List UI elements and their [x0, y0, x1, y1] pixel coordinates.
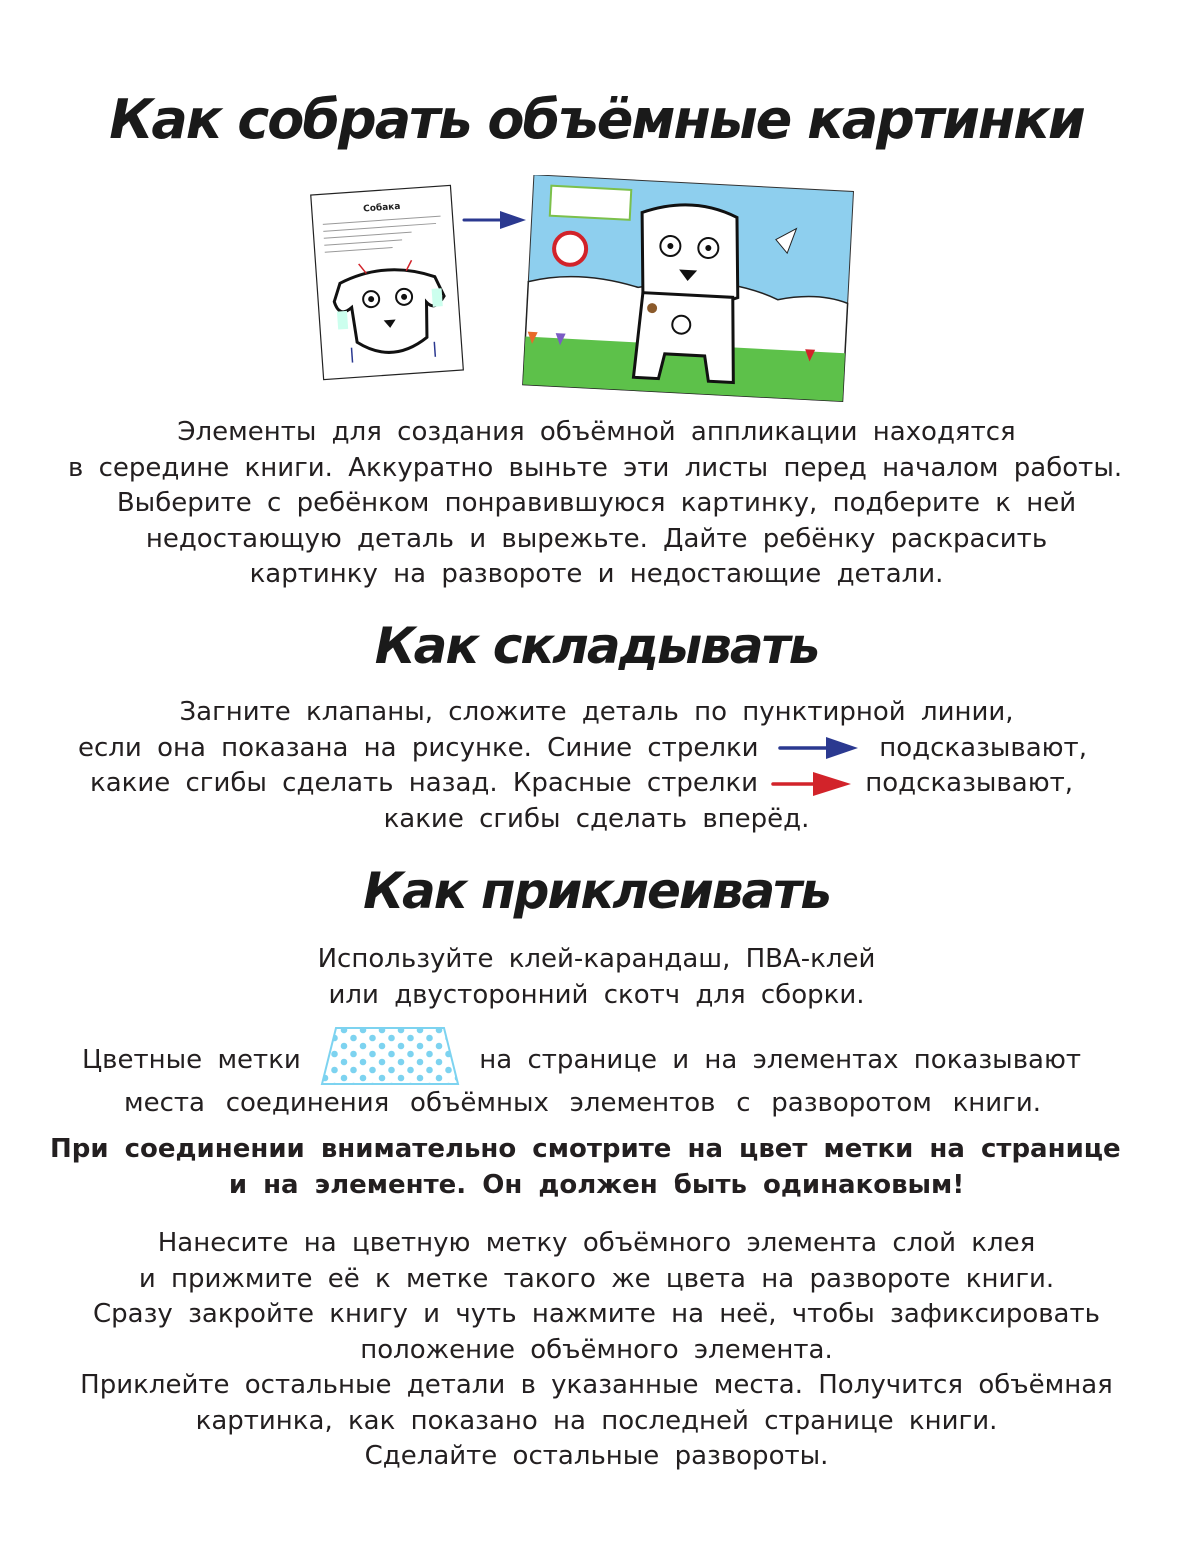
text-line-blue-arrow: [78, 731, 1087, 767]
text-line: какие сгибы сделать вперёд.: [383, 803, 810, 834]
text-segment: какие сгибы сделать назад. Красные стрелки: [90, 768, 759, 798]
text-line: Загните клапаны, сложите деталь по пунктирной линии,: [179, 697, 1014, 727]
instruction-page-illustration: [305, 180, 470, 385]
glue-steps: [0, 1226, 1193, 1475]
text-line: места соединения объёмных элементов с разворотом книги.: [124, 1088, 1041, 1118]
text-line: недостающую деталь и вырежьте. Дайте ребёнку раскрасить: [145, 523, 1048, 554]
text-line: Используйте клей-карандаш, ПВА-клей: [317, 944, 876, 974]
text-line: Сделайте остальные развороты.: [364, 1441, 829, 1471]
text-line-red-arrow: [90, 766, 1073, 802]
text-line: Приклейте остальные детали в указанные места. Получится объёмная: [80, 1370, 1113, 1400]
assemble-instructions: [0, 415, 1193, 593]
text-line: в середине книги. Аккуратно выньте эти листы перед началом работы.: [68, 452, 1123, 483]
heading-assemble: Как собрать объёмные картинки: [109, 88, 1084, 151]
text-line: и прижмите её к метке такого же цвета на развороте книги.: [138, 1263, 1055, 1294]
text-line: картинку на развороте и недостающие детали.: [249, 559, 944, 589]
text-segment: подсказывают,: [879, 732, 1087, 763]
text-line: положение объёмного элемента.: [360, 1334, 833, 1365]
blue-arrow-icon: [778, 735, 860, 761]
text-line-marks: [82, 1036, 1081, 1086]
red-arrow-icon: [771, 771, 853, 797]
glue-tools: [0, 942, 1193, 1013]
fold-instructions: [0, 695, 1193, 837]
glue-marks: [0, 1036, 1193, 1122]
text-segment: подсказывают,: [865, 768, 1073, 798]
text-line: Элементы для создания объёмной аппликации находятся: [177, 417, 1016, 447]
text-line: картинка, как показано на последней странице книги.: [195, 1405, 998, 1436]
text-line: или двусторонний скотч для сборки.: [328, 979, 865, 1010]
heading-fold: Как складывать: [374, 617, 819, 675]
colored-mark-icon: [320, 1026, 460, 1086]
glue-warning: [0, 1132, 1193, 1203]
text-line: Выберите с ребёнком понравившуюся картинку, подберите к ней: [116, 488, 1077, 518]
finished-spread-illustration: [518, 175, 858, 410]
text-segment: Цветные метки: [82, 1045, 301, 1076]
text-segment: на странице и на элементах показывают: [479, 1045, 1081, 1076]
text-line: Нанесите на цветную метку объёмного элемента слой клея: [157, 1228, 1036, 1258]
text-line: Сразу закройте книгу и чуть нажмите на неё, чтобы зафиксировать: [93, 1299, 1100, 1329]
text-line: и на элементе. Он должен быть одинаковым!: [228, 1169, 965, 1200]
text-line: При соединении внимательно смотрите на цвет метки на странице: [50, 1134, 1121, 1164]
heading-glue: Как приклеивать: [363, 862, 830, 920]
instruction-page-title: Собака: [362, 201, 401, 215]
text-segment: если она показана на рисунке. Синие стрелки: [78, 732, 759, 763]
